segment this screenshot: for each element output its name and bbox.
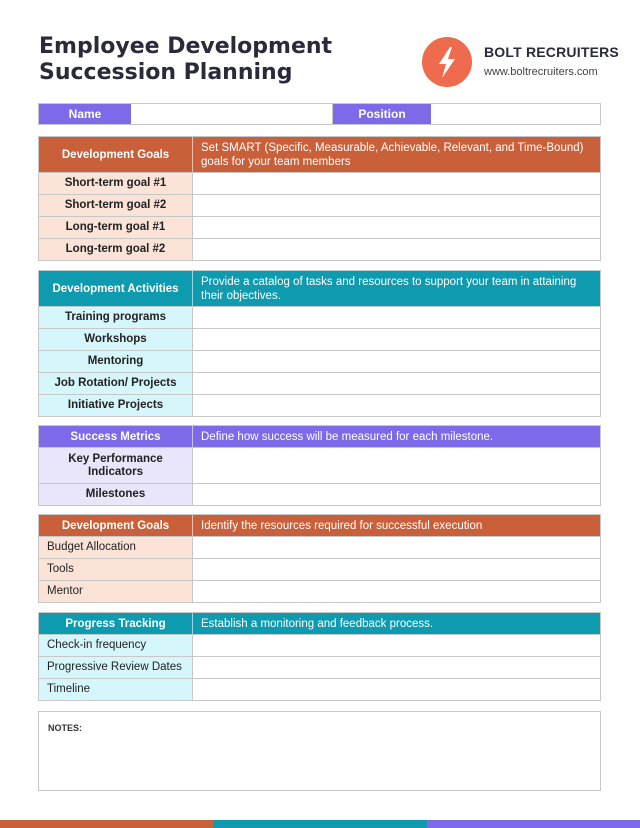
brand-url[interactable]: www.boltrecruiters.com	[484, 66, 598, 78]
activity-field[interactable]	[193, 351, 600, 372]
activity-label: Training programs	[39, 307, 193, 328]
development-activities-section	[38, 270, 601, 417]
title-line-1: Employee Development	[39, 34, 333, 59]
activity-field[interactable]	[193, 395, 600, 416]
goal-label: Long-term goal #1	[39, 217, 193, 238]
notes-box[interactable]	[38, 711, 601, 791]
activity-label: Mentoring	[39, 351, 193, 372]
position-label: Position	[333, 104, 431, 124]
goal-label: Short-term goal #2	[39, 195, 193, 216]
resources-section	[38, 514, 601, 603]
resource-label: Budget Allocation	[39, 537, 193, 558]
tracking-field[interactable]	[193, 635, 600, 656]
footer-bar-orange	[0, 820, 213, 828]
section-description: Define how success will be measured for each milestone.	[201, 430, 494, 443]
footer-bar-teal	[213, 820, 427, 828]
success-metrics-section	[38, 425, 601, 506]
section-header: Development Activities	[39, 271, 193, 306]
activity-label: Initiative Projects	[39, 395, 193, 416]
brand-name: BOLT RECRUITERS	[484, 44, 619, 60]
goal-field[interactable]	[193, 217, 600, 238]
section-header: Development Goals	[39, 515, 193, 536]
section-description: Identify the resources required for successful execution	[201, 519, 483, 532]
title-line-2: Succession Planning	[39, 60, 293, 85]
metric-label: Key Performance Indicators	[39, 448, 193, 483]
section-description: Establish a monitoring and feedback process.	[201, 617, 434, 630]
activity-field[interactable]	[193, 307, 600, 328]
lightning-bolt-icon	[422, 37, 472, 87]
progress-tracking-section	[38, 612, 601, 701]
activity-label: Workshops	[39, 329, 193, 350]
resource-field[interactable]	[193, 581, 600, 602]
goal-label: Short-term goal #1	[39, 173, 193, 194]
tracking-label: Progressive Review Dates	[39, 657, 193, 678]
goal-field[interactable]	[193, 239, 600, 260]
metric-label: Milestones	[39, 484, 193, 505]
page-title	[39, 34, 332, 86]
resource-label: Mentor	[39, 581, 193, 602]
tracking-field[interactable]	[193, 679, 600, 700]
section-header: Progress Tracking	[39, 613, 193, 634]
section-description: Set SMART (Specific, Measurable, Achievable, Relevant, and Time-Bound) goals for your team members	[201, 141, 584, 168]
position-field[interactable]	[431, 104, 600, 124]
resource-label: Tools	[39, 559, 193, 580]
employee-info-row	[38, 103, 601, 125]
name-field[interactable]	[131, 104, 333, 124]
goal-field[interactable]	[193, 173, 600, 194]
activity-label: Job Rotation/ Projects	[39, 373, 193, 394]
section-description: Provide a catalog of tasks and resources to support your team in attaining their objectives.	[201, 275, 577, 302]
notes-label: NOTES:	[48, 723, 83, 733]
section-header: Success Metrics	[39, 426, 193, 447]
tracking-field[interactable]	[193, 657, 600, 678]
resource-field[interactable]	[193, 537, 600, 558]
metric-field[interactable]	[193, 484, 600, 505]
resource-field[interactable]	[193, 559, 600, 580]
name-label: Name	[39, 104, 131, 124]
footer-bar-purple	[427, 820, 640, 828]
goal-label: Long-term goal #2	[39, 239, 193, 260]
activity-field[interactable]	[193, 373, 600, 394]
section-header: Development Goals	[39, 137, 193, 172]
goal-field[interactable]	[193, 195, 600, 216]
metric-field[interactable]	[193, 448, 600, 483]
tracking-label: Check-in frequency	[39, 635, 193, 656]
development-goals-section	[38, 136, 601, 261]
tracking-label: Timeline	[39, 679, 193, 700]
activity-field[interactable]	[193, 329, 600, 350]
